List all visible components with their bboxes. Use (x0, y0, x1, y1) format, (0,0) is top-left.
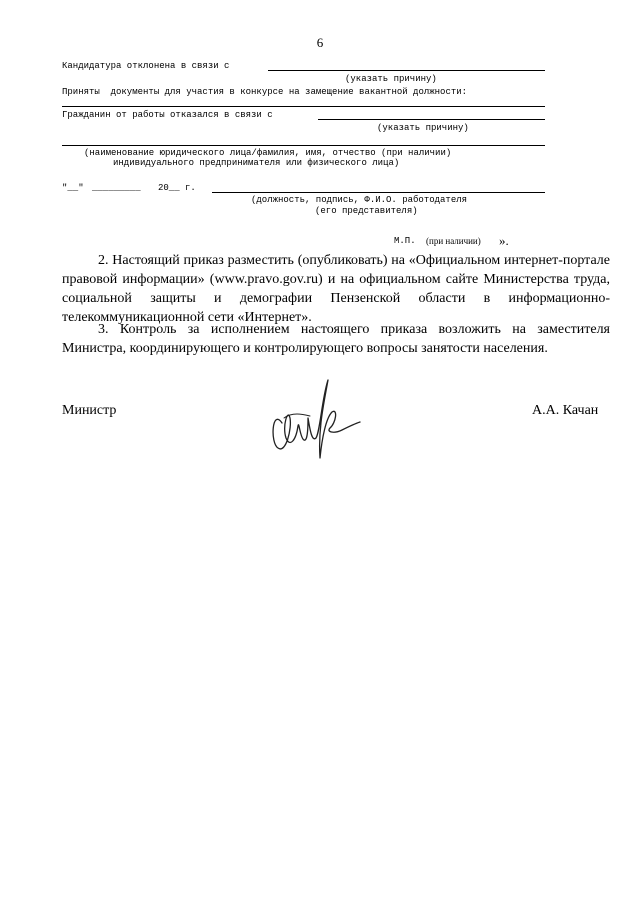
stamp-end: ». (499, 233, 509, 248)
accepted-position-line (62, 106, 545, 107)
date-year: 20__ г. (158, 183, 196, 193)
stamp-note: (при наличии) (426, 236, 481, 246)
employer-hint-line1: (наименование юридического лица/фамилия, имя, отчество (при наличии) (84, 148, 452, 158)
accepted-label: Приняты документы для участия в конкурсе на замещение вакантной должности: (62, 87, 468, 97)
rejected-reason-line (268, 70, 545, 71)
signature-hint-line1: (должность, подпись, Ф.И.О. работодателя (251, 195, 468, 205)
refused-hint: (указать причину) (377, 123, 469, 133)
rejected-label: Кандидатура отклонена в связи с (62, 61, 230, 71)
rejected-hint: (указать причину) (345, 74, 437, 84)
refused-label: Гражданин от работы отказался в связи с (62, 110, 273, 120)
handwritten-signature-icon (262, 368, 372, 468)
date-month: _________ (92, 183, 141, 193)
signatory-name: А.А. Качан (532, 403, 599, 418)
signatory-title: Министр (62, 403, 117, 418)
refused-reason-line (318, 119, 545, 120)
employer-name-line (62, 145, 545, 146)
signature-hint-line2: (его представителя) (315, 206, 418, 216)
signature-line (212, 192, 545, 193)
employer-hint-line2: индивидуального предпринимателя или физического лица) (113, 158, 400, 168)
stamp-label: М.П. (394, 236, 416, 246)
paragraph-publication: 2. Настоящий приказ разместить (опубликовать) на «Официальном интернет-портале правовой информации» (www.pravo.gov.ru) и на официальном сайте Министерства труда, социальной защиты и демографии Пензенской области в информационно-телекоммуникационной сети «Интернет». (62, 253, 610, 325)
page-number: 6 (316, 35, 324, 50)
date-day: "__" (62, 183, 84, 193)
paragraph-control: 3. Контроль за исполнением настоящего приказа возложить на заместителя Министра, координирующего и контролирующего вопросы занятости населения. (62, 322, 610, 356)
